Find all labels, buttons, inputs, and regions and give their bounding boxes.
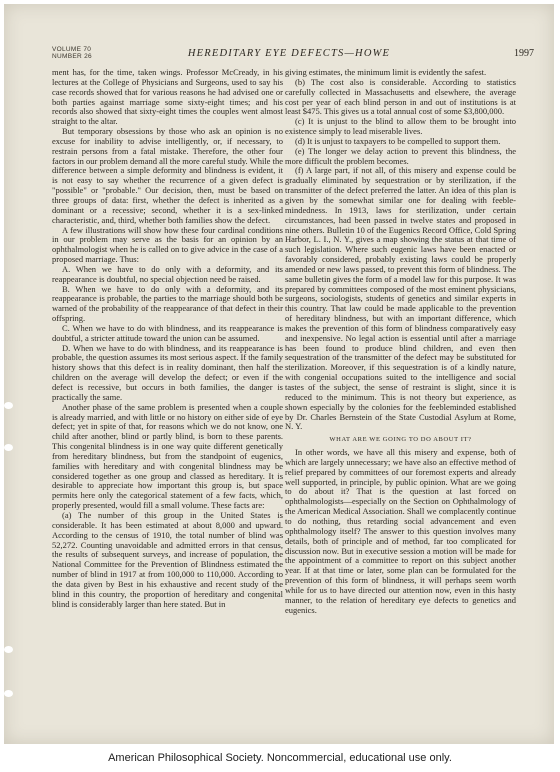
paragraph: A. When we have to do only with a deformity, and its reappearance is doubtful, no special objection need be raised. xyxy=(52,263,283,284)
paragraph: (b) The cost also is considerable. According to statistics carefully collected in Massachusetts and elsewhere, the average cost per year of each blind person in and out of institutions is at least $475. This gives us a total annual cost of some $3,800,000. xyxy=(285,76,516,117)
paragraph: (c) It is unjust to the blind to allow them to be brought into existence simply to lead miserable lives. xyxy=(285,116,516,137)
paragraph: giving estimates, the minimum limit is evidently the safest. xyxy=(285,68,487,77)
paragraph: ment has, for the time, taken wings. Professor McCready, in his lectures at the College of Physicians and Surgeons, used to say his case records showed that for various reasons he had advised one or both parties against marriage some sixty-eight times; and his records also showed that sixty-eight times the couples went almost straight to the altar. xyxy=(52,68,283,127)
volume-label: VOLUME 70 xyxy=(52,46,92,53)
paragraph: (d) It is unjust to taxpayers to be compelled to support them. xyxy=(295,135,501,146)
paragraph: B. When we have to do only with a deformity, and its reappearance is probable, the parties to the marriage should both be warned of the probability of the reappearance of that defect in their offspring. xyxy=(52,283,283,324)
binding-hole xyxy=(4,444,13,451)
paragraph: But temporary obsessions by those who ask an opinion is no excuse for inability to advise intelligently, or, if necessary, to restrain persons from a fatal mistake. Therefore, the other four factors in our problem demand all the more careful study. While the difference between a simple deformity and blindness is evident, it is not easy to say whether the recurrence of a given defect is "possible" or "probable." Our decision, then, must be based on three groups of data: first, whether the defect is inherited as a dominant or a recessive; second, whether it is a sex-linked characteristic, and, third, whether both families show the defect. xyxy=(52,126,283,225)
page-number: 1997 xyxy=(514,48,534,59)
binding-hole xyxy=(4,402,13,409)
paragraph: C. When we have to do with blindness, and its reappearance is doubtful, a stricter attitude toward the union can be assumed. xyxy=(52,322,283,343)
paragraph: (e) The longer we delay action to prevent this blindness, the more difficult the problem becomes. xyxy=(285,145,516,166)
running-title: HEREDITARY EYE DEFECTS—HOWE xyxy=(187,48,391,59)
left-column xyxy=(52,68,283,732)
archive-credit-footer: American Philosophical Society. Noncommercial, educational use only. xyxy=(108,752,452,764)
paragraph: A few illustrations will show how these four cardinal conditions in our problem may serve as the basis for an opinion by an ophthalmologist when he is called on to give advice in the case of a proposed marriage. Thus: xyxy=(52,224,283,265)
paragraph: D. When we have to do with blindness, and its reappearance is probable, the question assumes its most serious aspect. If the family history shows that this defect is in reality dominant, then half the children on the average will develop the defect; or even if the defect is recessive, but occurs in both families, the danger is practically the same. xyxy=(52,342,283,402)
issue-number-label: NUMBER 26 xyxy=(52,53,92,60)
paragraph: (a) The number of this group in the United States is considerable. It has been estimated at about 8,000 and upward. According to the census of 1910, the total number of blind was 52,272. Counting unavoidable and admitted errors in that census, the results of subsequent surveys, and increase of population, the National Committee for the Prevention of Blindness estimated the number of blind in 1917 at from 100,000 to 110,000. According to the data given by Best in his exhaustive and recent study of the blind in this country, the proportion of hereditary and congenital blind is considerably larger than here stated. But in xyxy=(52,509,283,609)
running-header xyxy=(44,44,534,66)
binding-hole xyxy=(4,646,13,653)
binding-hole xyxy=(4,690,13,697)
section-heading: WHAT ARE WE GOING TO DO ABOUT IT? xyxy=(329,436,472,444)
paragraph: (f) A large part, if not all, of this misery and expense could be gradually eliminated by sequestration or by sterilization, if the transmitter of the defect preferred the latter. An idea of this plan is given by the somewhat similar one for dealing with feeble-mindedness. In 1913, laws for sterilization, under certain circumstances, had been passed in twelve states and proposed in nine others. Bulletin 10 of the Eugenics Record Office, Cold Spring Harbor, L. I., N. Y., gives a map showing the status at that time of such legislation. Where such eugenic laws have been enacted or favorably considered, probably existing laws could be properly amended or new laws passed, to prevent this form of blindness. The same bulletin gives the form of a model law for this purpose. It was prepared by committees composed of the most eminent physicians, surgeons, sociologists, students of genetics and similar experts in this country. That law could be made applicable to the prevention of hereditary blindness, but with an important difference, which makes the prevention of this form of blindness comparatively easy and inexpensive. No legal action is essential until after a marriage has been found to produce blind children, and even then sequestration of the transmitter of the defect may be substituted for sterilization. Moreover, if this sequestration is of a kindly nature, with congenial occupations suited to the intelligence and social tastes of the subject, the sense of restraint is slight, since it is reduced to the minimum. This is not theory but experience, as shown especially by the colonies for the feebleminded established by Dr. Charles Bernstein of the State Custodial Asylum at Rome, N. Y. xyxy=(285,165,516,432)
paragraph: In other words, we have all this misery and expense, both of which are largely unnecessary; we have also an effective method of relief prepared by committees of our foremost experts and already well supported, in principle, by public opinion. What are we going to do about it? That is the question at last forced on ophthalmologists—especially on the Section on Ophthalmology of the American Medical Association. Shall we complacently continue to do nothing, thus retarding social advancement and even ophthalmology itself? The answer to this question involves many details, both of principle and of method, far too complicated for discussion now. But in executive session a motion will be made for the appointment of a committee to report on this subject another year. If at that time or later, some plan can be formulated for the prevention of this form of blindness, it will perhaps seem worth while for us to have directed our attention now, even in this hasty manner, to the relation of hereditary eye defects to genetics and eugenics. xyxy=(285,447,516,615)
paragraph: Another phase of the same problem is presented when a couple is already married, and with little or no history on either side of eye defect; yet in spite of that, for reasons which we do not know, one child after another, blind or partly blind, is born to these parents. This congenital blindness is in one way quite different genetically from hereditary blindness, but from the standpoint of eugenics, families with hereditary and with congenital blindness may be considered together as one group and classed as hereditary. It is desirable to appreciate how important this group is, but space permits here only the categorical statement of a few facts, which, properly presented, would fill a small volume. These facts are: xyxy=(52,401,283,511)
right-column xyxy=(285,68,516,732)
